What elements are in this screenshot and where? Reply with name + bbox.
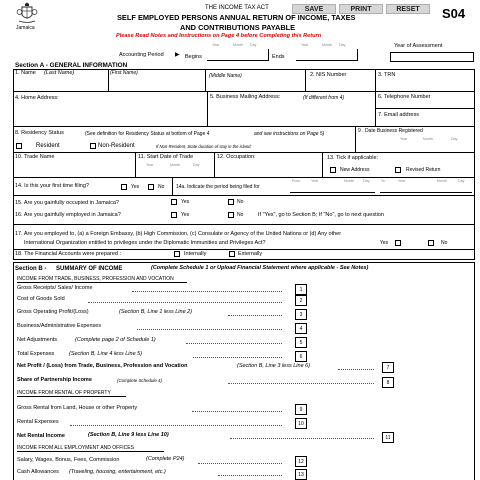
internally-label: Internally <box>184 251 207 257</box>
salary-input[interactable] <box>308 456 378 467</box>
resident-label: Resident <box>36 143 60 149</box>
start-month-label: Month <box>170 163 180 167</box>
period-from-year-label: Year <box>311 179 319 183</box>
gross-receipts-label: Gross Receipts/ Sales/ Income <box>17 285 93 291</box>
gross-rental-label: Gross Rental from Land, House or other Property <box>17 405 138 411</box>
externally-checkbox[interactable] <box>229 251 235 257</box>
emblem-caption: Jamaica <box>16 25 35 31</box>
line-number-5: 5 <box>295 337 307 348</box>
new-address-checkbox[interactable] <box>330 167 336 173</box>
arrow-right-icon: ▶ <box>175 52 180 58</box>
line-number-8: 8 <box>382 377 394 388</box>
net-rental-label: Net Rental Income <box>17 433 65 439</box>
q16-no-label: No <box>237 212 244 218</box>
save-button[interactable]: SAVE <box>292 4 336 14</box>
gross-profit-note: (Section B, Line 1 less Line 2) <box>119 309 193 315</box>
net-adjustments-input[interactable] <box>308 337 378 348</box>
begin-year-label: Year <box>212 43 220 47</box>
period-from-day-label: Day <box>363 179 370 183</box>
q17-line2: International Organization entitled to privileges under the Diplomatic Immunities and Privileges Act? <box>24 240 266 246</box>
q18-label: 18. The Financial Accounts were prepared : <box>15 251 121 257</box>
registered-year-label: Year <box>400 137 408 141</box>
cash-allowances-label: Cash Allowances <box>17 469 59 475</box>
resident-checkbox[interactable] <box>16 143 22 149</box>
net-profit-input[interactable] <box>395 362 473 373</box>
gross-receipts-input[interactable] <box>308 284 378 295</box>
total-expenses-label: Total Expenses <box>17 351 55 357</box>
revised-return-label: Revised Return <box>406 167 441 173</box>
act-title: THE INCOME TAX ACT <box>205 5 269 11</box>
cost-of-goods-input[interactable] <box>308 295 378 306</box>
partnership-input[interactable] <box>395 377 473 388</box>
cost-of-goods-label: Cost of Goods Sold <box>17 296 65 302</box>
cash-allowances-input[interactable] <box>308 469 378 480</box>
first-time-filing-label: 14. Is this your first time filing? <box>15 183 89 189</box>
first-time-no-label: No <box>158 184 165 190</box>
end-month-label: Month <box>322 43 332 47</box>
non-resident-duration-input[interactable] <box>275 143 353 151</box>
home-address-label: 4. Home Address: <box>15 95 59 101</box>
line-number-13: 13 <box>295 469 307 480</box>
section-a-title: Section A - GENERAL INFORMATION <box>15 62 128 69</box>
line-number-12: 12 <box>295 456 307 467</box>
net-profit-label: Net Profit / (Loss) from Trade, Business, Profession and Vocation <box>17 363 188 369</box>
q15-yes-label: Yes <box>181 199 190 205</box>
section-b-note: (Complete Schedule 1 or Upload Financial Statement where applicable - See Notes) <box>151 265 369 271</box>
nis-input[interactable] <box>308 81 372 90</box>
non-resident-duration-note: If Non-Resident, State duration of stay in the island: <box>156 144 252 149</box>
start-year-label: Year <box>146 163 154 167</box>
residency-status-label: 8. Residency Status <box>15 130 64 136</box>
rental-expenses-label: Rental Expenses <box>17 419 59 425</box>
accounting-period-label: Accounting Period <box>119 52 164 58</box>
rental-expenses-input[interactable] <box>308 418 378 429</box>
form-code: S04 <box>442 6 466 21</box>
email-input[interactable] <box>378 119 472 125</box>
salary-note: (Complete P24) <box>146 456 185 462</box>
q17-yes-label: Yes <box>380 240 389 246</box>
year-of-assessment-label: Year of Assessment <box>394 43 443 49</box>
q15-yes-checkbox[interactable] <box>171 199 177 205</box>
telephone-input[interactable] <box>378 101 472 107</box>
period-to-year-label: Year <box>398 179 406 183</box>
business-address-note: (If different from 4) <box>303 95 345 101</box>
total-expenses-note: (Section B, Line 4 less Line 5) <box>69 351 143 357</box>
q17-yes-checkbox[interactable] <box>395 240 401 246</box>
q16-no-checkbox[interactable] <box>228 212 234 218</box>
net-rental-note: (Section B, Line 9 less Line 10) <box>88 432 169 438</box>
non-resident-checkbox[interactable] <box>90 143 96 149</box>
begins-date-field[interactable] <box>207 49 269 61</box>
first-time-yes-checkbox[interactable] <box>121 184 127 190</box>
nis-label: 2. NIS Number <box>310 72 347 78</box>
trn-label: 3. TRN <box>378 72 396 78</box>
name-label: 1. Name <box>15 70 36 76</box>
home-address-input[interactable] <box>15 104 205 124</box>
form-title-line2: AND CONTRIBUTIONS PAYABLE <box>180 23 296 32</box>
end-year-label: Year <box>301 43 309 47</box>
occupation-label: 12. Occupation: <box>217 154 256 160</box>
employment-income-subheading: INCOME FROM ALL EMPLOYMENT AND OFFICES <box>17 445 134 451</box>
registered-month-label: Month <box>423 137 433 141</box>
gross-profit-input[interactable] <box>308 309 378 320</box>
trade-name-label: 10. Trade Name <box>15 154 55 160</box>
q17-line1: 17. Are you employed to, (a) a Foreign Embassy, (b) High Commission, (c) Consulate or Agency of the United Nations or (d) Any other <box>15 231 342 237</box>
net-profit-note: (Section B, Line 3 less Line 6) <box>237 363 311 369</box>
begin-day-label: Day <box>250 43 257 47</box>
gross-profit-label: Gross Operating Profit/(Loss) <box>17 309 89 315</box>
period-to-label: To <box>381 179 385 183</box>
total-expenses-input[interactable] <box>308 351 378 362</box>
internally-checkbox[interactable] <box>174 251 180 257</box>
business-address-input[interactable] <box>210 104 372 124</box>
date-registered-input[interactable] <box>358 143 472 151</box>
first-time-no-checkbox[interactable] <box>148 184 154 190</box>
period-filed-label: 14a. Indicate the period being filed for <box>176 184 260 190</box>
begins-label: Begins <box>185 54 202 60</box>
line-number-11: 11 <box>382 432 394 443</box>
period-from-input[interactable] <box>290 185 375 193</box>
trade-income-subheading: INCOME FROM TRADE, BUSINESS, PROFESSION AND VOCATION <box>17 276 174 282</box>
end-day-label: Day <box>339 43 346 47</box>
line-number-3: 3 <box>295 309 307 320</box>
new-address-label: New Address <box>340 167 370 173</box>
first-time-yes-label: Yes <box>131 184 140 190</box>
line-number-1: 1 <box>295 284 307 295</box>
telephone-label: 6. Telephone Number <box>378 94 431 100</box>
period-to-month-label: Month <box>437 179 447 183</box>
ends-date-field[interactable] <box>296 49 358 61</box>
q16-instruction: If "Yes", go to Section B; If "No", go to next question <box>258 212 384 218</box>
line-number-10: 10 <box>295 418 307 429</box>
q17-no-checkbox[interactable] <box>428 240 434 246</box>
section-b-title: SUMMARY OF INCOME <box>56 266 123 272</box>
q17-no-label: No <box>441 240 448 246</box>
section-b-label: Section B - <box>15 266 47 272</box>
trade-name-input[interactable] <box>15 163 132 175</box>
q16-label: 16. Are you gainfully employed in Jamaica? <box>15 212 121 218</box>
gross-rental-input[interactable] <box>308 404 378 415</box>
email-label: 7. Email address <box>378 112 419 118</box>
partnership-label: Share of Partnership Income <box>17 377 92 383</box>
begin-month-label: Month <box>233 43 243 47</box>
business-address-label: 5. Business Mailing Address: <box>210 94 281 100</box>
salary-label: Salary, Wages, Bonus, Fees, Commission <box>17 457 120 463</box>
middle-name-input[interactable] <box>208 81 302 90</box>
print-button[interactable]: PRINT <box>339 4 383 14</box>
line-number-6: 6 <box>295 351 307 362</box>
occupation-input[interactable] <box>217 163 319 175</box>
non-resident-label: Non-Resident <box>98 143 135 149</box>
residency-note-instructions: and see instructions on Page 5) <box>254 131 325 137</box>
line-number-2: 2 <box>295 295 307 306</box>
line-number-7: 7 <box>382 362 394 373</box>
trn-input[interactable] <box>378 81 472 90</box>
line-number-9: 9 <box>295 404 307 415</box>
jamaica-coat-of-arms <box>16 2 38 24</box>
reset-button[interactable]: RESET <box>386 4 430 14</box>
year-of-assessment-field[interactable] <box>390 52 474 62</box>
last-name-label: (Last Name) <box>44 70 75 76</box>
form-title-line1: SELF EMPLOYED PERSONS ANNUAL RETURN OF INCOME, TAXES <box>117 13 356 22</box>
externally-label: Externally <box>238 251 263 257</box>
rental-income-subheading: INCOME FROM RENTAL OF PROPERTY <box>17 390 111 396</box>
instructions-notice: Please Read Notes and Instructions on Page 4 before Completing this Return <box>116 33 322 39</box>
q16-yes-label: Yes <box>181 212 190 218</box>
net-adjustments-note: (Complete page 2 of Schedule 1) <box>75 337 156 343</box>
first-name-input[interactable] <box>110 79 202 89</box>
partnership-note: (Complete Schedule 4) <box>117 378 162 383</box>
start-day-label: Day <box>193 163 200 167</box>
period-from-month-label: Month <box>344 179 354 183</box>
tick-applicable-label: 13. Tick if applicable: <box>327 155 379 161</box>
start-date-input[interactable] <box>138 169 212 176</box>
line-number-4: 4 <box>295 323 307 334</box>
start-date-label: 11. Start Date of Trade <box>138 154 194 160</box>
first-name-label: (First Name) <box>110 70 138 76</box>
business-expenses-label: Business/Administrative Expenses <box>17 323 102 329</box>
q16-yes-checkbox[interactable] <box>171 212 177 218</box>
middle-name-label: (Middle Name) <box>209 73 242 79</box>
revised-return-checkbox[interactable] <box>395 167 401 173</box>
q15-no-label: No <box>237 199 244 205</box>
period-to-input[interactable] <box>380 185 472 193</box>
q15-no-checkbox[interactable] <box>228 199 234 205</box>
period-to-day-label: Day <box>458 179 465 183</box>
cash-allowances-note: (Traveling, housing, entertainment, etc.) <box>69 469 166 475</box>
ends-label: Ends <box>272 54 285 60</box>
business-expenses-input[interactable] <box>308 323 378 334</box>
q15-label: 15. Are you gainfully occupied in Jamaica? <box>15 200 119 206</box>
period-from-label: From <box>292 179 301 183</box>
net-adjustments-label: Net Adjustments <box>17 337 58 343</box>
residency-note: (See definition for Residency Status at bottom of Page 4 <box>85 131 210 137</box>
last-name-input[interactable] <box>15 79 105 89</box>
registered-day-label: Day <box>451 137 458 141</box>
net-rental-input[interactable] <box>395 432 473 443</box>
date-registered-label: 9 . Date Business Registered <box>358 128 423 134</box>
